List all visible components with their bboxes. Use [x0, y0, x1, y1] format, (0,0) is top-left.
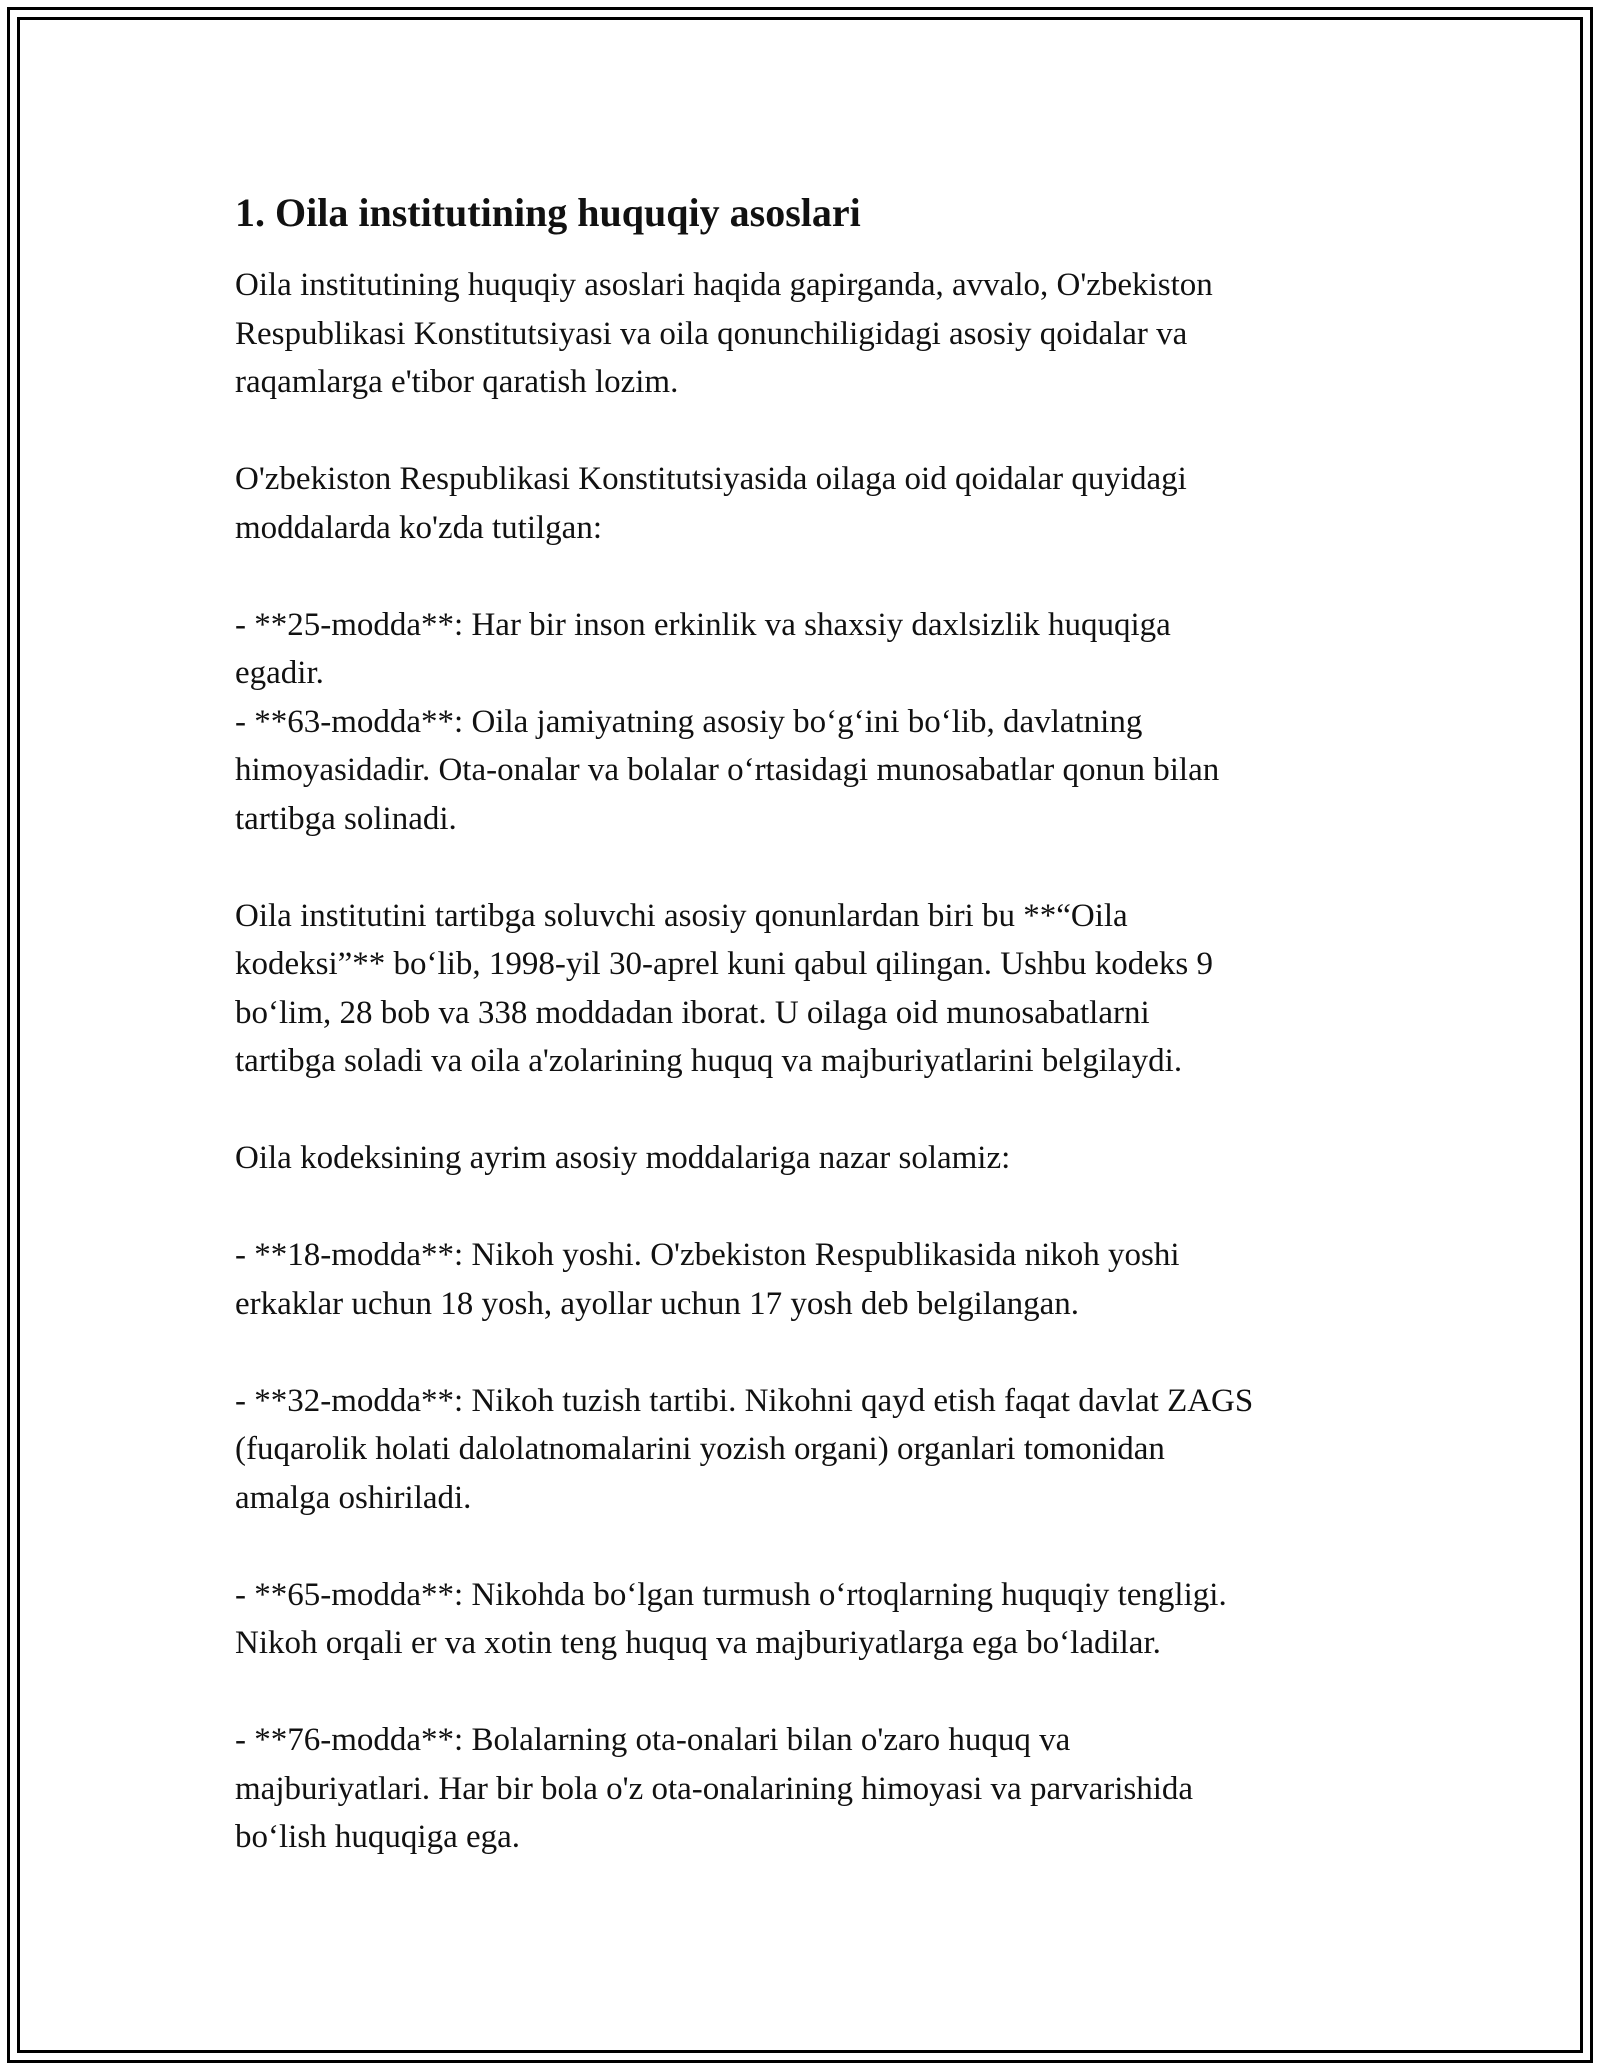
paragraph-article-65: - **65-modda**: Nikohda bo‘lgan turmush o‘rtoqlarning huquqiy tengligi. Nikoh orqali er va xotin teng huquq va majburiyatlarga ega bo‘ladilar. — [235, 1576, 1227, 1661]
paragraph-article-32: - **32-modda**: Nikoh tuzish tartibi. Nikohni qayd etish faqat davlat ZAGS (fuqarolik holati dalolatnomalarini yozish organi) organlari tomonidan amalga oshiriladi. — [235, 1382, 1254, 1516]
paragraph-constitution-articles: - **25-modda**: Har bir inson erkinlik va shaxsiy daxlsizlik huquqiga egadir. - **63-modda**: Oila jamiyatning asosiy bo‘g‘ini bo‘lib, davlatning himoyasidadir. Ota-onalar va bolalar o‘rtasidagi munosabatlar qonun bilan tartibga solinadi. — [235, 606, 1220, 837]
paragraph-gap — [235, 1328, 1385, 1377]
paragraph-gap — [235, 1183, 1385, 1232]
paragraph-gap — [235, 1668, 1385, 1717]
paragraph-code-intro: Oila kodeksining ayrim asosiy moddalariga nazar solamiz: — [235, 1140, 1011, 1176]
paragraph-gap — [235, 407, 1385, 456]
paragraph-constitution: O'zbekiston Respublikasi Konstitutsiyasida oilaga oid qoidalar quyidagi moddalarda ko'zda tutilgan: — [235, 461, 1187, 546]
paragraph-intro: Oila institutining huquqiy asoslari haqida gapirganda, avvalo, O'zbekiston Respublikasi Konstitutsiyasi va oila qonunchiligidagi asosiy qoidalar va raqamlarga e'tibor qaratish lozim. — [235, 267, 1213, 400]
paragraph-article-18: - **18-modda**: Nikoh yoshi. O'zbekiston Respublikasida nikoh yoshi erkaklar uchun 18 yosh, ayollar uchun 17 yosh deb belgilangan. — [235, 1237, 1180, 1322]
paragraph-article-76: - **76-modda**: Bolalarning ota-onalari bilan o'zaro huquq va majburiyatlari. Har bir bola o'z ota-onalarining himoyasi va parvarishida bo‘lish huquqiga ega. — [235, 1722, 1194, 1855]
section-heading: 1. Oila institutining huquqiy asoslari — [235, 190, 861, 235]
paragraph-gap — [235, 552, 1385, 601]
document-body — [235, 185, 1385, 1862]
paragraph-gap — [235, 843, 1385, 892]
paragraph-gap — [235, 1522, 1385, 1571]
paragraph-family-code: Oila institutini tartibga soluvchi asosiy qonunlardan biri bu **“Oila kodeksi”** bo‘lib, 1998-yil 30-aprel kuni qabul qilingan. Ushbu kodeks 9 bo‘lim, 28 bob va 338 moddadan iborat. U oilaga oid munosabatlarni tartibga soladi va oila a'zolarining huquq va majburiyatlarini belgilaydi. — [235, 897, 1213, 1079]
paragraph-gap — [235, 1086, 1385, 1135]
